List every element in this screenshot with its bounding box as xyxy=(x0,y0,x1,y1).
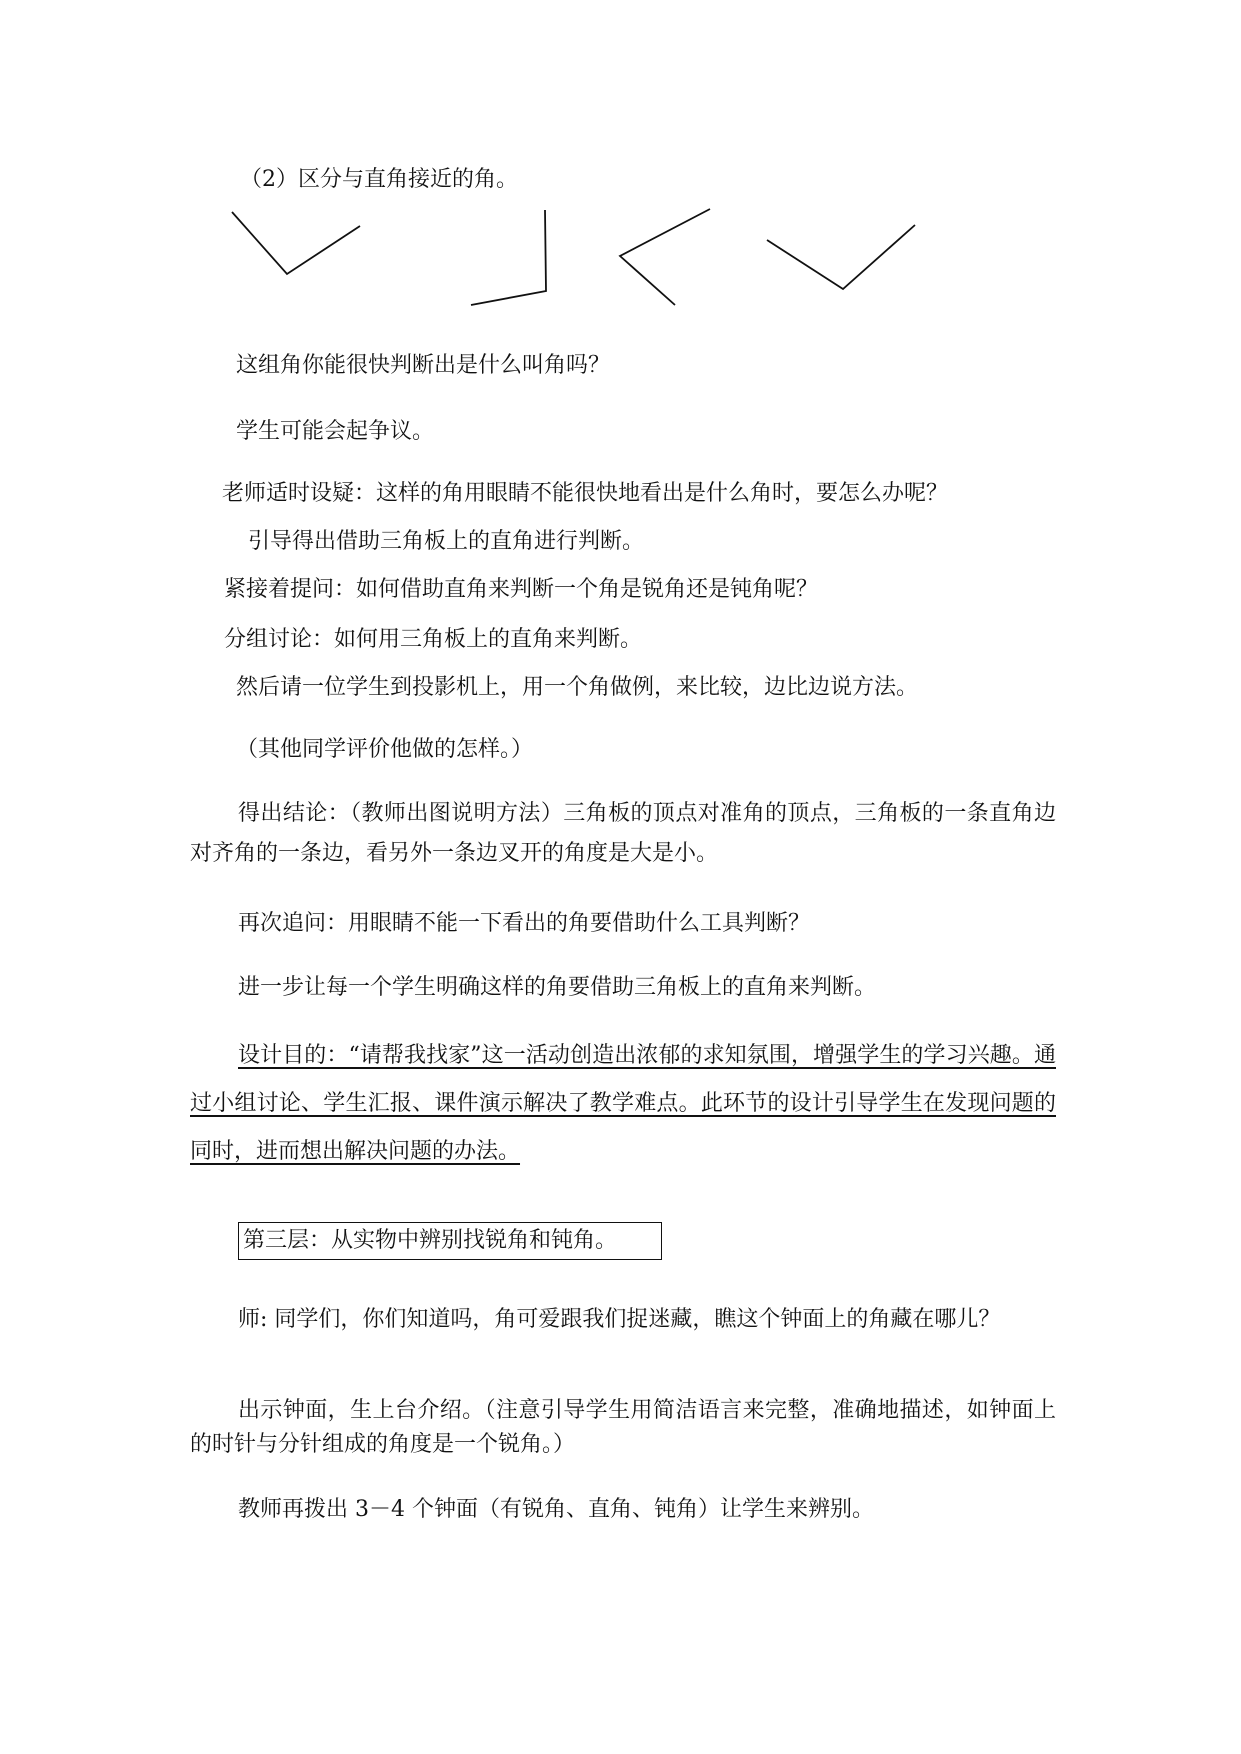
follow-up-question-paragraph: 紧接着提问：如何借助直角来判断一个角是锐角还是钝角呢？ xyxy=(224,577,819,602)
further-question-paragraph: 再次追问：用眼睛不能一下看出的角要借助什么工具判断？ xyxy=(238,911,811,936)
projector-paragraph: 然后请一位学生到投影机上，用一个角做例，来比较，边比边说方法。 xyxy=(236,675,919,700)
angles-figure xyxy=(0,0,1241,340)
angle-2-icon xyxy=(471,210,546,305)
layer-three-heading: 第三层：从实物中辨别找锐角和钝角。 xyxy=(243,1228,618,1253)
clarify-paragraph: 进一步让每一个学生明确这样的角要借助三角板上的直角来判断。 xyxy=(238,975,877,1000)
clock-identify-paragraph: 教师再拨出 3－4 个钟面（有锐角、直角、钝角）让学生来辨别。 xyxy=(238,1497,874,1522)
angle-3-icon xyxy=(620,209,710,305)
guide-paragraph: 引导得出借助三角板上的直角进行判断。 xyxy=(248,529,645,554)
group-discussion-paragraph: 分组讨论：如何用三角板上的直角来判断。 xyxy=(224,627,643,652)
design-purpose-paragraph: 设计目的：“请帮我找家”这一活动创造出浓郁的求知氛围，增强学生的学习兴趣。通过小组讨论、学生汇报、课件演示解决了教学难点。此环节的设计引导学生在发现问题的同时，进而想出解决问题的办法。 xyxy=(190,1043,1056,1164)
angle-4-icon xyxy=(767,225,915,289)
student-dispute-paragraph: 学生可能会起争议。 xyxy=(236,419,435,444)
teacher-clock-paragraph: 师: 同学们，你们知道吗，角可爱跟我们捉迷藏，瞧这个钟面上的角藏在哪儿？ xyxy=(238,1307,1001,1332)
question-paragraph: 这组角你能很快判断出是什么叫角吗？ xyxy=(236,353,611,378)
evaluation-paragraph: （其他同学评价他做的怎样。） xyxy=(236,737,534,762)
clock-intro-paragraph: 出示钟面，生上台介绍。（注意引导学生用简洁语言来完整，准确地描述，如钟面上的时针与分针组成的角度是一个锐角。） xyxy=(190,1398,1056,1457)
section-heading: （2）区分与直角接近的角。 xyxy=(240,167,518,192)
angle-1-icon xyxy=(232,212,360,274)
layer-three-box xyxy=(238,1222,662,1260)
conclusion-paragraph: 得出结论：（教师出图说明方法）三角板的顶点对准角的顶点，三角板的一条直角边对齐角的一条边，看另外一条边叉开的角度是大是小。 xyxy=(190,801,1056,866)
teacher-question-paragraph: 老师适时设疑：这样的角用眼睛不能很快地看出是什么角时，要怎么办呢？ xyxy=(222,481,949,506)
